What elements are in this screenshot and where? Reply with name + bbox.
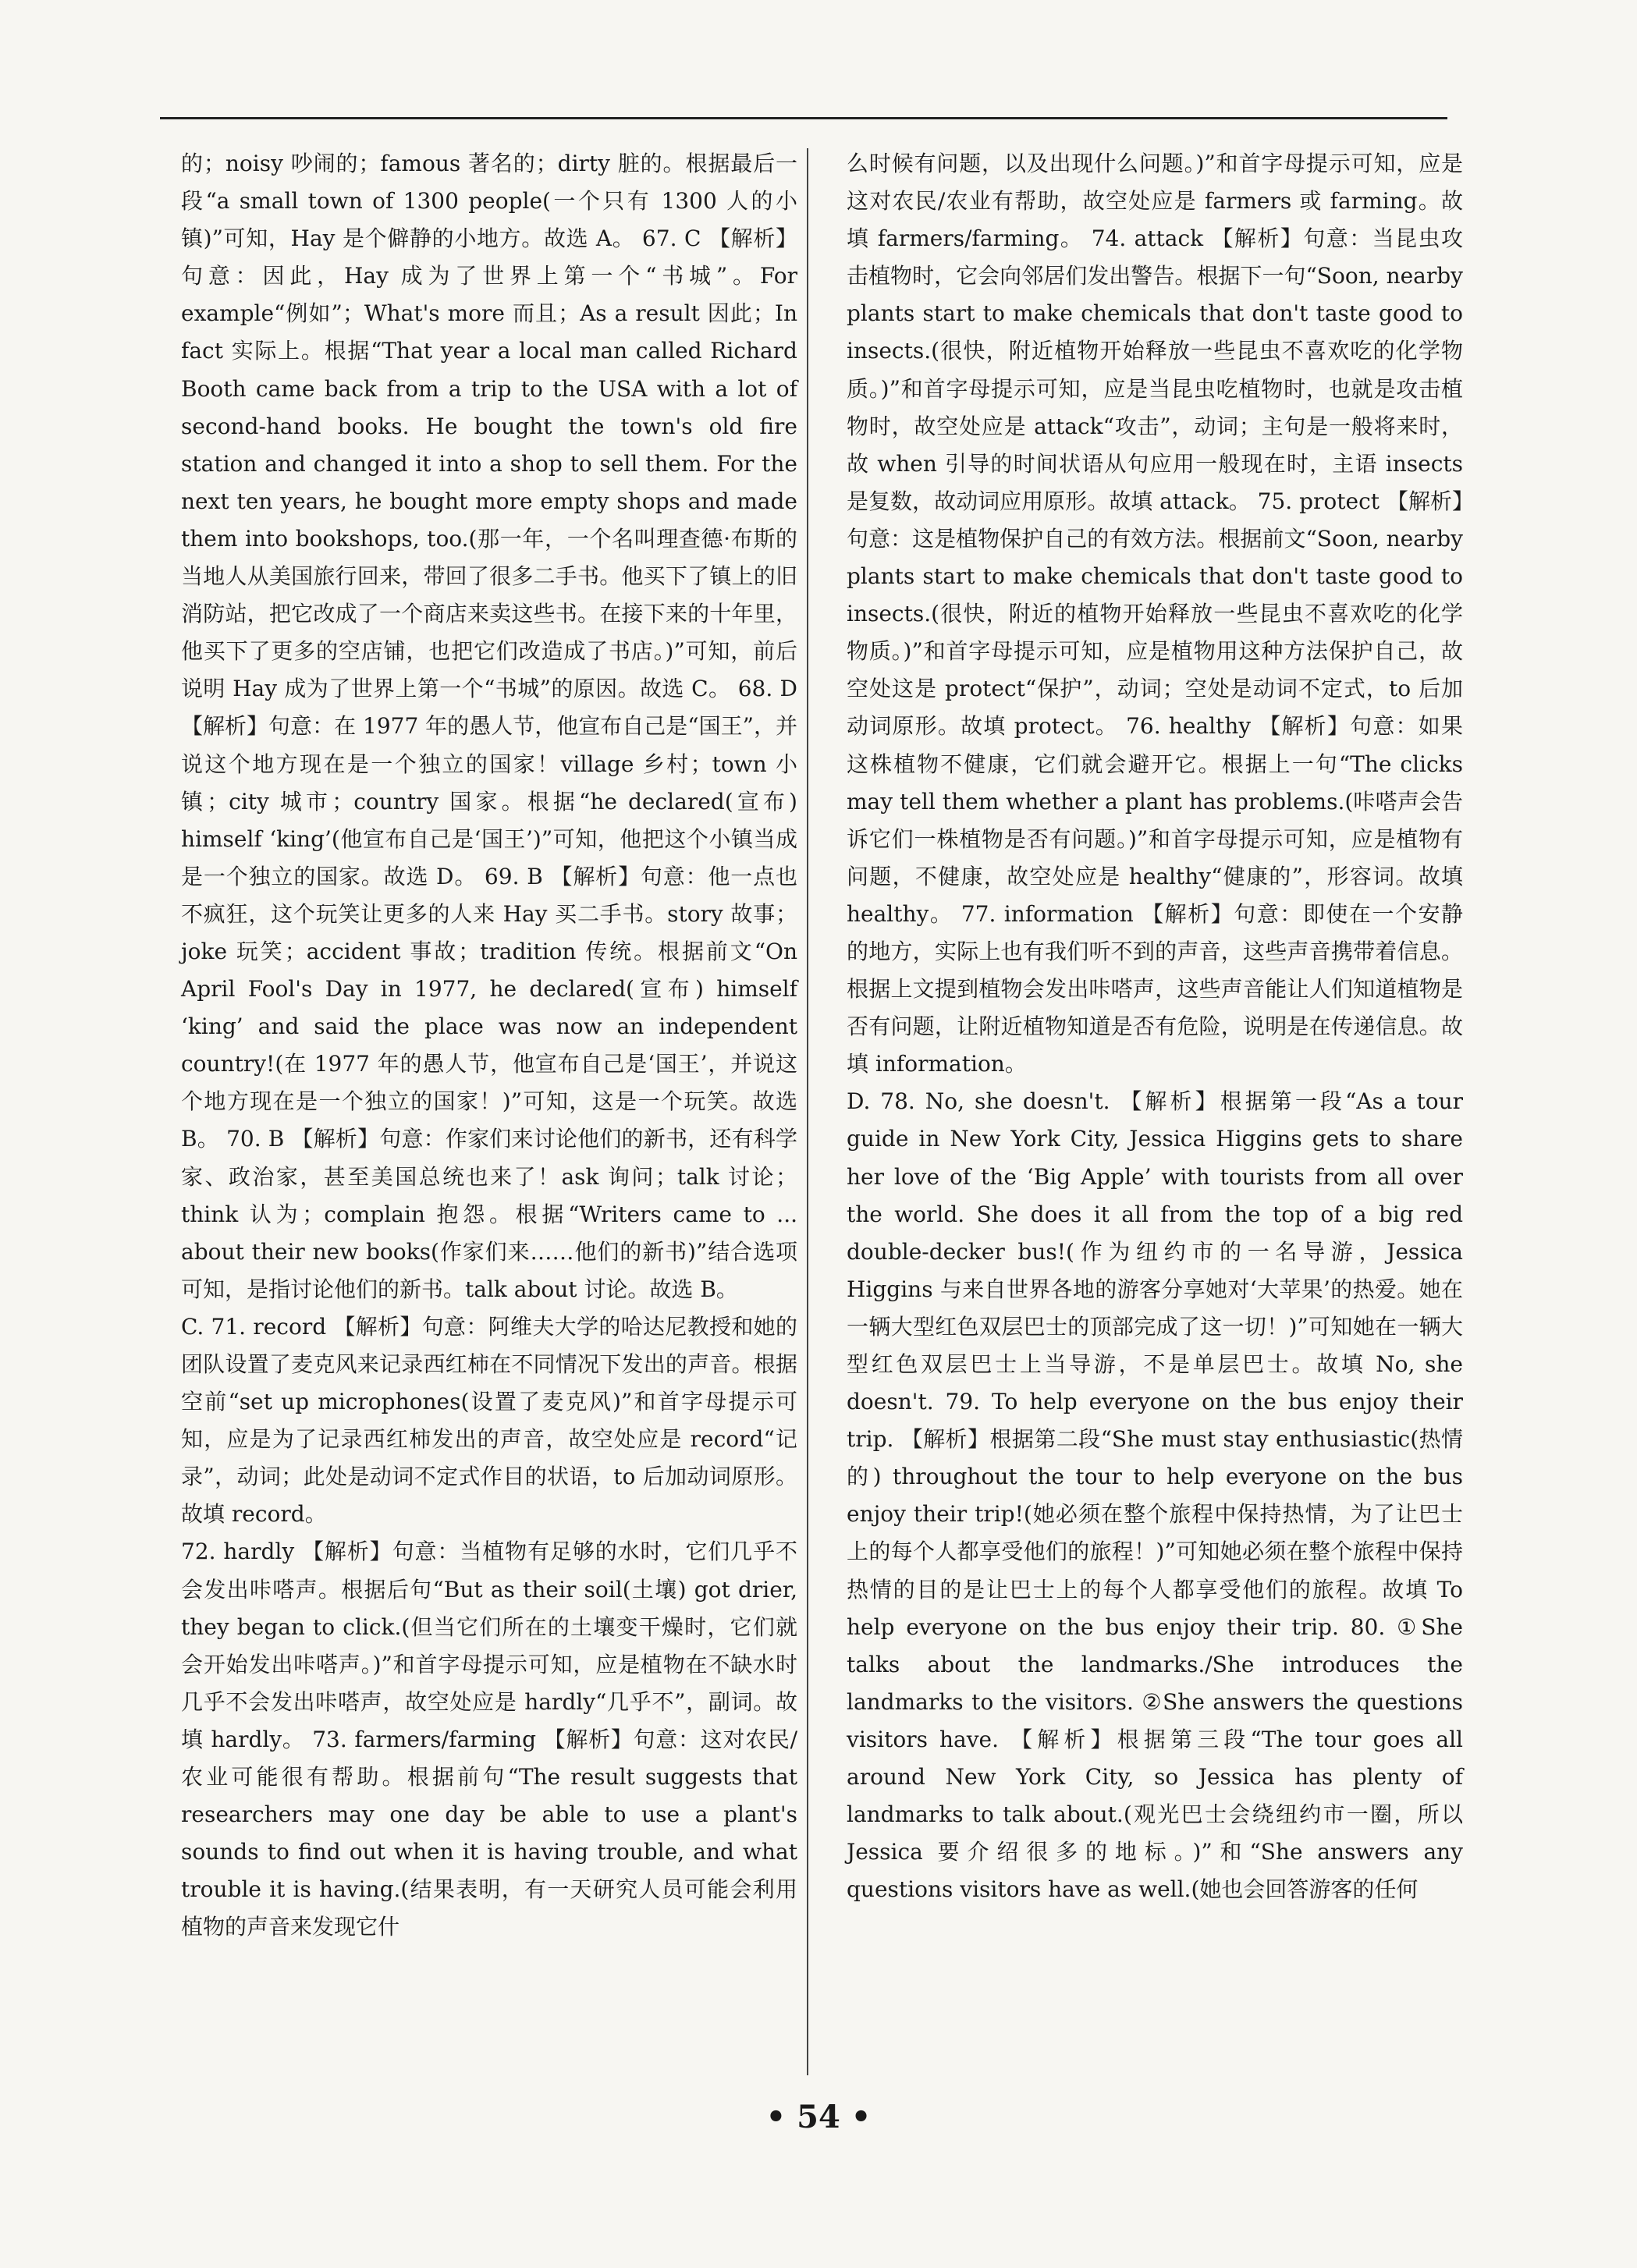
left-column [181, 145, 797, 1947]
paragraph: 72. hardly 【解析】句意：当植物有足够的水时，它们几乎不会发出咔嗒声。根据后句“But as their soil(土壤) got drier, they began to click.(但当它们所在的土壤变干燥时，它们就会开始发出咔嗒声。)”和首字母提示可知，应是植物在不缺水时几乎不会发出咔嗒声，故空处应是 hardly“几乎不”，副词。故填 hardly。 73. farmers/farming 【解析】句意：这对农民/农业可能很有帮助。根据前句“The result suggests that researchers may one day be able to use a plant's sounds to find out when it is having trouble, and what trouble it is having.(结果表明，有一天研究人员可能会利用植物的声音来发现它什 [181, 1539, 797, 1940]
right-column [847, 145, 1463, 1908]
paragraph: D. 78. No, she doesn't. 【解析】根据第一段“As a tour guide in New York City, Jessica Higgins gets to share her love of the ‘Big Apple’ with tourists from all over the world. She does it all from the top of a big red double-decker bus!(作为纽约市的一名导游，Jessica Higgins 与来自世界各地的游客分享她对‘大苹果’的热爱。她在一辆大型红色双层巴士的顶部完成了这一切！)”可知她在一辆大型红色双层巴士上当导游，不是单层巴士。故填 No, she doesn't. 79. To help everyone on the bus enjoy their trip. 【解析】根据第二段“She must stay enthusiastic(热情的) throughout the tour to help everyone on the bus enjoy their trip!(她必须在整个旅程中保持热情，为了让巴士上的每个人都享受他们的旅程！)”可知她必须在整个旅程中保持热情的目的是让巴士上的每个人都享受他们的旅程。故填 To help everyone on the bus enjoy their trip. 80. ①She talks about the landmarks./She introduces the landmarks to the visitors. ②She answers the questions visitors have. 【解析】根据第三段“The tour goes all around New York City, so Jessica has plenty of landmarks to talk about.(观光巴士会绕纽约市一圈，所以 Jessica 要介绍很多的地标。)”和“She answers any questions visitors have as well.(她也会回答游客的任何 [847, 1088, 1463, 1903]
paragraph: 么时候有问题，以及出现什么问题。)”和首字母提示可知，应是这对农民/农业有帮助，故空处应是 farmers 或 farming。故填 farmers/farming。 74. attack 【解析】句意：当昆虫攻击植物时，它会向邻居们发出警告。根据下一句“Soon, nearby plants start to make chemicals that don't taste good to insects.(很快，附近植物开始释放一些昆虫不喜欢吃的化学物质。)”和首字母提示可知，应是当昆虫吃植物时，也就是攻击植物时，故空处应是 attack“攻击”，动词；主句是一般将来时，故 when 引导的时间状语从句应用一般现在时，主语 insects 是复数，故动词应用原形。故填 attack。 75. protect 【解析】句意：这是植物保护自己的有效方法。根据前文“Soon, nearby plants start to make chemicals that don't taste good to insects.(很快，附近的植物开始释放一些昆虫不喜欢吃的化学物质。)”和首字母提示可知，应是植物用这种方法保护自己，故空处这是 protect“保护”，动词；空处是动词不定式，to 后加动词原形。故填 protect。 76. healthy 【解析】句意：如果这株植物不健康，它们就会避开它。根据上一句“The clicks may tell them whether a plant has problems.(咔嗒声会告诉它们一株植物是否有问题。)”和首字母提示可知，应是植物有问题，不健康，故空处应是 healthy“健康的”，形容词。故填 healthy。 77. information 【解析】句意：即使在一个安静的地方，实际上也有我们听不到的声音，这些声音携带着信息。根据上文提到植物会发出咔嗒声，这些声音能让人们知道植物是否有问题，让附近植物知道是否有危险，说明是在传递信息。故填 information。 [847, 151, 1463, 1077]
top-rule [160, 117, 1447, 119]
paragraph: 的；noisy 吵闹的；famous 著名的；dirty 脏的。根据最后一段“a small town of 1300 people(一个只有 1300 人的小镇)”可知，Hay 是个僻静的小地方。故选 A。 67. C 【解析】句意：因此，Hay 成为了世界上第一个“书城”。For example“例如”；What's more 而且；As a result 因此；In fact 实际上。根据“That year a local man called Richard Booth came back from a trip to the USA with a lot of second-hand books. He bought the town's old fire station and changed it into a shop to sell them. For the next ten years, he bought more empty shops and made them into bookshops, too.(那一年，一个名叫理查德·布斯的当地人从美国旅行回来，带回了很多二手书。他买下了镇上的旧消防站，把它改成了一个商店来卖这些书。在接下来的十年里，他买下了更多的空店铺，也把它们改造成了书店。)”可知，前后说明 Hay 成为了世界上第一个“书城”的原因。故选 C。 68. D 【解析】句意：在 1977 年的愚人节，他宣布自己是“国王”，并说这个地方现在是一个独立的国家！village 乡村；town 小镇；city 城市；country 国家。根据“he declared(宣布) himself ‘king’(他宣布自己是‘国王’)”可知，他把这个小镇当成是一个独立的国家。故选 D。 69. B 【解析】句意：他一点也不疯狂，这个玩笑让更多的人来 Hay 买二手书。story 故事；joke 玩笑；accident 事故；tradition 传统。根据前文“On April Fool's Day in 1977, he declared(宣布) himself ‘king’ and said the place was now an independent country!(在 1977 年的愚人节，他宣布自己是‘国王’，并说这个地方现在是一个独立的国家！)”可知，这是一个玩笑。故选 B。 70. B 【解析】句意：作家们来讨论他们的新书，还有科学家、政治家，甚至美国总统也来了！ask 询问；talk 讨论；think 认为；complain 抱怨。根据“Writers came to ... about their new books(作家们来……他们的新书)”结合选项可知，是指讨论他们的新书。talk about 讨论。故选 B。 [181, 151, 797, 1302]
paragraph: C. 71. record 【解析】句意：阿维夫大学的哈达尼教授和她的团队设置了麦克风来记录西红柿在不同情况下发出的声音。根据空前“set up microphones(设置了麦克风)”和首字母提示可知，应是为了记录西红柿发出的声音，故空处应是 record“记录”，动词；此处是动词不定式作目的状语，to 后加动词原形。故填 record。 [181, 1313, 797, 1528]
page-number: • 54 • [765, 2099, 872, 2135]
column-divider [807, 148, 808, 2075]
